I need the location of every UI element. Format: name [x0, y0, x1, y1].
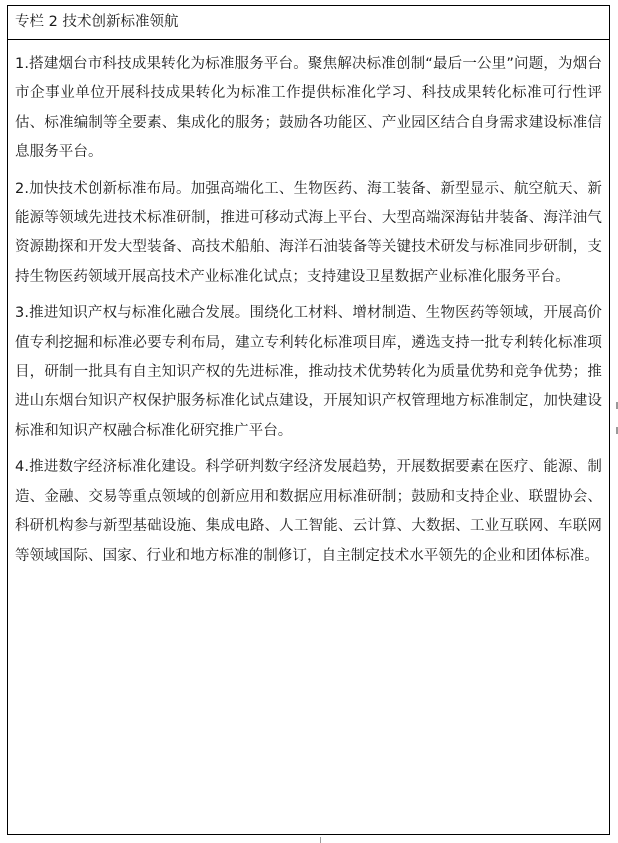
column-body — [8, 40, 609, 571]
page-edge-mark — [320, 837, 321, 843]
paragraph-2: 2.加快技术创新标准布局。加强高端化工、生物医药、海工装备、新型显示、航空航天、新能源等领域先进技术标准研制，推进可移动式海上平台、大型高端深海钻井装备、海洋油气资源勘探和开发大型装备、高技术船舶、海洋石油装备等关键技术研发与标准同步研制，支持生物医药领域开展高技术产业标准化试点；支持建设卫星数据产业标准化服务平台。 — [15, 180, 602, 285]
column-box — [7, 5, 610, 835]
paragraph-4: 4.推进数字经济标准化建设。科学研判数字经济发展趋势，开展数据要素在医疗、能源、制造、金融、交易等重点领域的创新应用和数据应用标准研制；鼓励和支持企业、联盟协会、科研机构参与新型基础设施、集成电路、人工智能、云计算、大数据、工业互联网、车联网等领域国际、国家、行业和地方标准的制修订，自主制定技术水平领先的企业和团体标准。 — [15, 459, 602, 564]
paragraph-1: 1.搭建烟台市科技成果转化为标准服务平台。聚焦解决标准创制“最后一公里”问题，为烟台市企事业单位开展科技成果转化为标准工作提供标准化学习、科技成果转化标准可行性评估、标准编制等全要素、集成化的服务；鼓励各功能区、产业园区结合自身需求建设标准信息服务平台。 — [15, 56, 602, 161]
paragraph-3: 3.推进知识产权与标准化融合发展。围绕化工材料、增材制造、生物医药等领域，开展高价值专利挖掘和标准必要专利布局，建立专利转化标准项目库，遴选支持一批专利转化标准项目，研制一批具有自主知识产权的先进标准，推动技术优势转化为质量优势和竞争优势；推进山东烟台知识产权保护服务标准化试点建设，开展知识产权管理地方标准制定，加快建设标准和知识产权融合标准化研究推广平台。 — [15, 305, 602, 439]
column-title: 专栏 2 技术创新标准领航 — [8, 6, 609, 40]
